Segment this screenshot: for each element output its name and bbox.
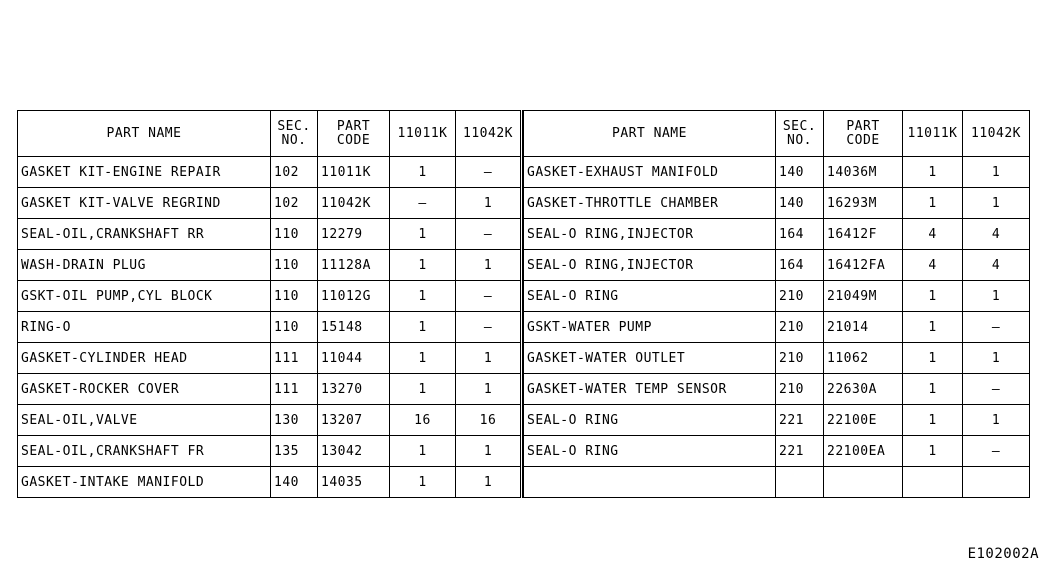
qty-11042k-cell: 4 [963,219,1030,250]
qty-11011k-cell: – [390,188,456,219]
table-row [524,436,1030,467]
qty-11011k-cell: 1 [903,343,963,374]
sec-no-cell: 130 [271,405,318,436]
sec-no-cell: 135 [271,436,318,467]
table-row [524,281,1030,312]
parts-table-sheet [17,110,1030,498]
part-name-cell: GASKET-INTAKE MANIFOLD [18,467,271,498]
header-kit-11042k: 11042K [456,111,522,157]
qty-11011k-cell: 1 [390,281,456,312]
qty-11011k-cell: 1 [903,374,963,405]
header-part-name: PART NAME [524,111,776,157]
sec-no-cell: 210 [776,374,824,405]
qty-11042k-cell: – [963,436,1030,467]
qty-11042k-cell: 1 [456,374,522,405]
header-part-code: PART CODE [824,111,903,157]
qty-11042k-cell: 1 [963,281,1030,312]
sec-no-cell: 110 [271,219,318,250]
header-part-name: PART NAME [18,111,271,157]
table-row [524,219,1030,250]
qty-11042k-cell: 1 [456,436,522,467]
header-kit-11011k: 11011K [390,111,456,157]
part-name-cell: SEAL-O RING [524,436,776,467]
part-name-cell: GASKET-CYLINDER HEAD [18,343,271,374]
table-row [18,157,522,188]
qty-11042k-cell: 1 [963,157,1030,188]
qty-11042k-cell [963,467,1030,498]
part-code-cell: 16412F [824,219,903,250]
qty-11011k-cell: 1 [390,157,456,188]
qty-11042k-cell: – [456,219,522,250]
table-row [524,188,1030,219]
part-code-cell: 11011K [318,157,390,188]
sec-no-cell: 164 [776,250,824,281]
part-name-cell [524,467,776,498]
part-code-cell: 14035 [318,467,390,498]
part-name-cell: GASKET KIT-VALVE REGRIND [18,188,271,219]
qty-11042k-cell: – [963,374,1030,405]
table-row [18,405,522,436]
qty-11042k-cell: – [456,281,522,312]
sec-no-cell: 210 [776,281,824,312]
part-code-cell: 22100E [824,405,903,436]
qty-11042k-cell: 1 [963,343,1030,374]
part-name-cell: SEAL-OIL,VALVE [18,405,271,436]
qty-11011k-cell: 16 [390,405,456,436]
table-row [18,343,522,374]
sec-no-cell: 210 [776,312,824,343]
part-name-cell: GSKT-OIL PUMP,CYL BLOCK [18,281,271,312]
part-code-cell: 16412FA [824,250,903,281]
qty-11011k-cell [903,467,963,498]
sec-no-cell: 111 [271,374,318,405]
sec-no-cell [776,467,824,498]
qty-11011k-cell: 1 [390,343,456,374]
part-name-cell: WASH-DRAIN PLUG [18,250,271,281]
table-row [524,250,1030,281]
document-id: E102002A [967,546,1039,562]
part-name-cell: GASKET-THROTTLE CHAMBER [524,188,776,219]
part-name-cell: SEAL-O RING,INJECTOR [524,219,776,250]
qty-11042k-cell: – [456,157,522,188]
part-name-cell: GASKET-WATER OUTLET [524,343,776,374]
qty-11011k-cell: 4 [903,219,963,250]
part-code-cell: 15148 [318,312,390,343]
sec-no-cell: 102 [271,157,318,188]
part-name-cell: SEAL-OIL,CRANKSHAFT RR [18,219,271,250]
sec-no-cell: 111 [271,343,318,374]
sec-no-cell: 140 [776,188,824,219]
sec-no-cell: 110 [271,250,318,281]
part-name-cell: SEAL-O RING [524,405,776,436]
part-code-cell: 11128A [318,250,390,281]
sec-no-cell: 210 [776,343,824,374]
qty-11011k-cell: 1 [903,157,963,188]
table-row [18,312,522,343]
qty-11042k-cell: 1 [456,250,522,281]
table-row [524,312,1030,343]
qty-11011k-cell: 1 [903,188,963,219]
qty-11011k-cell: 1 [903,436,963,467]
part-code-cell: 21014 [824,312,903,343]
qty-11011k-cell: 1 [903,405,963,436]
header-sec-no: SEC. NO. [271,111,318,157]
qty-11011k-cell: 1 [903,281,963,312]
qty-11042k-cell: 1 [456,343,522,374]
qty-11042k-cell: – [456,312,522,343]
part-code-cell: 12279 [318,219,390,250]
part-code-cell: 13042 [318,436,390,467]
part-code-cell [824,467,903,498]
part-name-cell: GASKET-WATER TEMP SENSOR [524,374,776,405]
qty-11042k-cell: 1 [456,467,522,498]
parts-table-left [17,110,523,498]
qty-11011k-cell: 1 [390,219,456,250]
table-row [524,374,1030,405]
sec-no-cell: 140 [776,157,824,188]
table-row [18,250,522,281]
qty-11042k-cell: 1 [963,405,1030,436]
part-code-cell: 21049M [824,281,903,312]
part-code-cell: 11042K [318,188,390,219]
part-name-cell: SEAL-O RING,INJECTOR [524,250,776,281]
qty-11011k-cell: 1 [390,467,456,498]
header-row [524,111,1030,157]
table-row [524,343,1030,374]
part-code-cell: 16293M [824,188,903,219]
sec-no-cell: 221 [776,436,824,467]
sec-no-cell: 110 [271,281,318,312]
part-code-cell: 11044 [318,343,390,374]
qty-11011k-cell: 1 [390,436,456,467]
part-code-cell: 11062 [824,343,903,374]
qty-11042k-cell: 16 [456,405,522,436]
part-code-cell: 13270 [318,374,390,405]
part-name-cell: RING-O [18,312,271,343]
sec-no-cell: 140 [271,467,318,498]
qty-11011k-cell: 4 [903,250,963,281]
table-row [18,436,522,467]
table-row [18,219,522,250]
table-row [524,157,1030,188]
part-code-cell: 22630A [824,374,903,405]
part-name-cell: GASKET-EXHAUST MANIFOLD [524,157,776,188]
table-row [18,281,522,312]
sec-no-cell: 102 [271,188,318,219]
table-row [524,405,1030,436]
sec-no-cell: 221 [776,405,824,436]
qty-11042k-cell: 1 [963,188,1030,219]
part-code-cell: 14036M [824,157,903,188]
qty-11011k-cell: 1 [390,250,456,281]
part-name-cell: GASKET KIT-ENGINE REPAIR [18,157,271,188]
part-code-cell: 22100EA [824,436,903,467]
part-name-cell: SEAL-OIL,CRANKSHAFT FR [18,436,271,467]
part-name-cell: SEAL-O RING [524,281,776,312]
table-row [524,467,1030,498]
part-code-cell: 13207 [318,405,390,436]
qty-11042k-cell: 4 [963,250,1030,281]
table-row [18,188,522,219]
header-part-code: PART CODE [318,111,390,157]
table-row [18,467,522,498]
qty-11042k-cell: – [963,312,1030,343]
header-kit-11011k: 11011K [903,111,963,157]
header-row [18,111,522,157]
table-row [18,374,522,405]
header-kit-11042k: 11042K [963,111,1030,157]
qty-11042k-cell: 1 [456,188,522,219]
header-sec-no: SEC. NO. [776,111,824,157]
qty-11011k-cell: 1 [390,374,456,405]
sec-no-cell: 164 [776,219,824,250]
qty-11011k-cell: 1 [390,312,456,343]
part-name-cell: GSKT-WATER PUMP [524,312,776,343]
part-name-cell: GASKET-ROCKER COVER [18,374,271,405]
parts-table-right [523,110,1030,498]
qty-11011k-cell: 1 [903,312,963,343]
part-code-cell: 11012G [318,281,390,312]
sec-no-cell: 110 [271,312,318,343]
